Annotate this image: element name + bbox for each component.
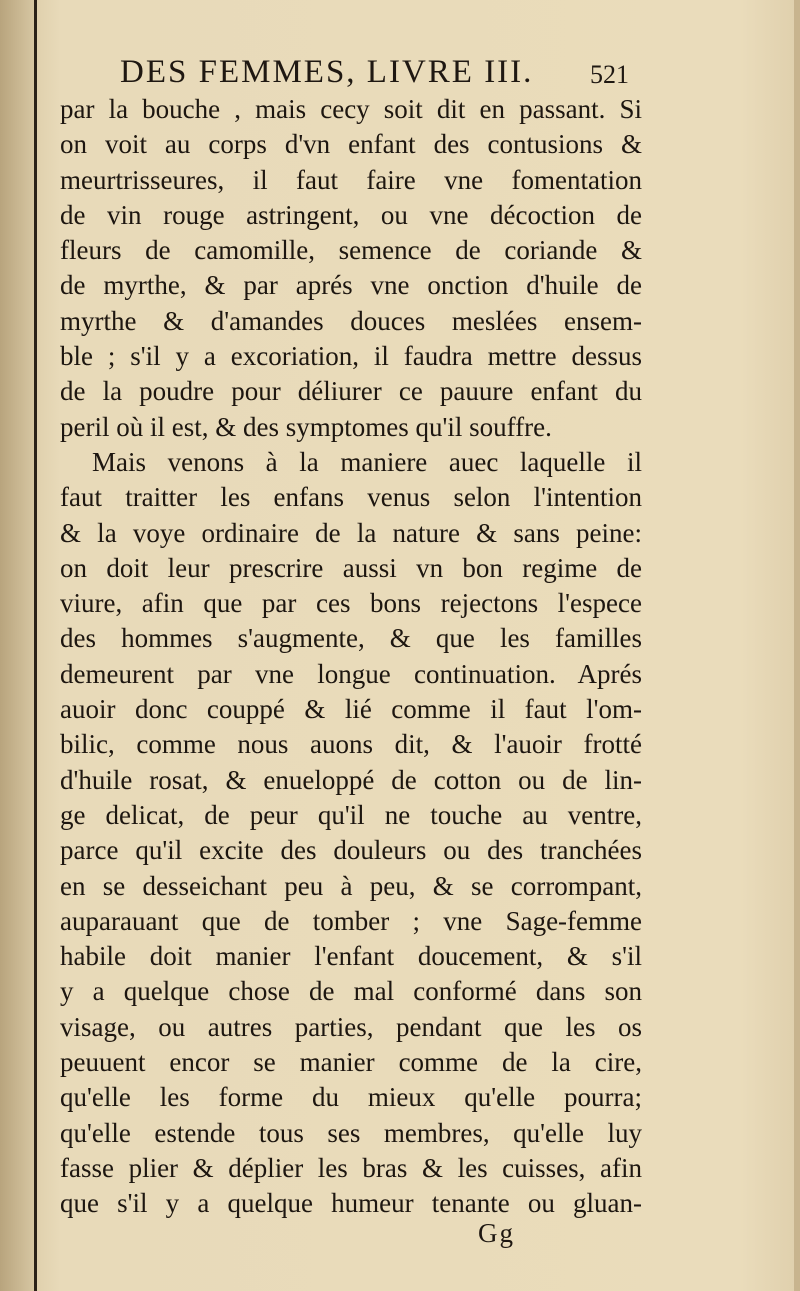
text-line: bilic, comme nous auons dit, & l'auoir frotté bbox=[60, 729, 642, 760]
text-line: parce qu'il excite des douleurs ou des tranchées bbox=[60, 835, 642, 866]
text-line: habile doit manier l'enfant doucement, & s'il bbox=[60, 941, 642, 972]
text-line: auoir donc couppé & lié comme il faut l'om- bbox=[60, 694, 642, 725]
text-line: ge delicat, de peur qu'il ne touche au ventre, bbox=[60, 799, 642, 830]
text-line: des hommes s'augmente, & que les familles bbox=[60, 623, 642, 654]
text-line: demeurent par vne longue continuation. Aprés bbox=[60, 658, 642, 689]
text-line: visage, ou autres parties, pendant que les os bbox=[60, 1011, 642, 1042]
text-line: par la bouche , mais cecy soit dit en passant. Si bbox=[60, 94, 642, 124]
text-line: auparauant que de tomber ; vne Sage-femme bbox=[60, 905, 642, 936]
text-line: peril où il est, & des symptomes qu'il souffre. bbox=[60, 411, 552, 442]
text-line: qu'elle les forme du mieux qu'elle pourra; bbox=[60, 1082, 642, 1113]
text-line: en se desseichant peu à peu, & se corrompant, bbox=[60, 870, 642, 901]
text-line: & la voye ordinaire de la nature & sans peine: bbox=[60, 517, 642, 548]
running-title: DES FEMMES, LIVRE III. bbox=[120, 54, 534, 90]
text-line: meurtrisseures, il faut faire vne fomentation bbox=[60, 164, 642, 195]
text-line: myrthe & d'amandes douces meslées ensem- bbox=[60, 305, 642, 336]
text-line: qu'elle estende tous ses membres, qu'elle luy bbox=[60, 1117, 642, 1148]
signature-mark: Gg bbox=[478, 1218, 515, 1248]
text-line: peuuent encor se manier comme de la cire, bbox=[60, 1047, 642, 1078]
binding-edge bbox=[34, 0, 37, 1291]
text-line: Mais venons à la maniere auec laquelle il bbox=[92, 446, 642, 477]
text-line: viure, afin que par ces bons rejectons l'espece bbox=[60, 588, 642, 619]
text-line: de myrthe, & par aprés vne onction d'huile de bbox=[60, 270, 642, 301]
text-line: fasse plier & déplier les bras & les cuisses, afin bbox=[60, 1152, 642, 1183]
text-line: on voit au corps d'vn enfant des contusions & bbox=[60, 129, 642, 160]
running-header bbox=[120, 54, 660, 94]
text-line: on doit leur prescrire aussi vn bon regime de bbox=[60, 552, 642, 583]
body-text bbox=[60, 92, 642, 1222]
page-edge bbox=[794, 0, 800, 1291]
text-line: d'huile rosat, & enueloppé de cotton ou de lin- bbox=[60, 764, 642, 795]
text-line: y a quelque chose de mal conformé dans son bbox=[60, 976, 642, 1007]
text-line: faut traitter les enfans venus selon l'intention bbox=[60, 482, 642, 513]
text-line: que s'il y a quelque humeur tenante ou gluan- bbox=[60, 1188, 642, 1219]
text-line: de vin rouge astringent, ou vne décoction de bbox=[60, 199, 642, 230]
text-line: de la poudre pour déliurer ce pauure enfant du bbox=[60, 376, 642, 407]
text-line: ble ; s'il y a excoriation, il faudra mettre dessus bbox=[60, 341, 642, 372]
page-number: 521 bbox=[590, 60, 629, 89]
text-line: fleurs de camomille, semence de coriande & bbox=[60, 235, 642, 266]
binding-gutter bbox=[0, 0, 36, 1291]
